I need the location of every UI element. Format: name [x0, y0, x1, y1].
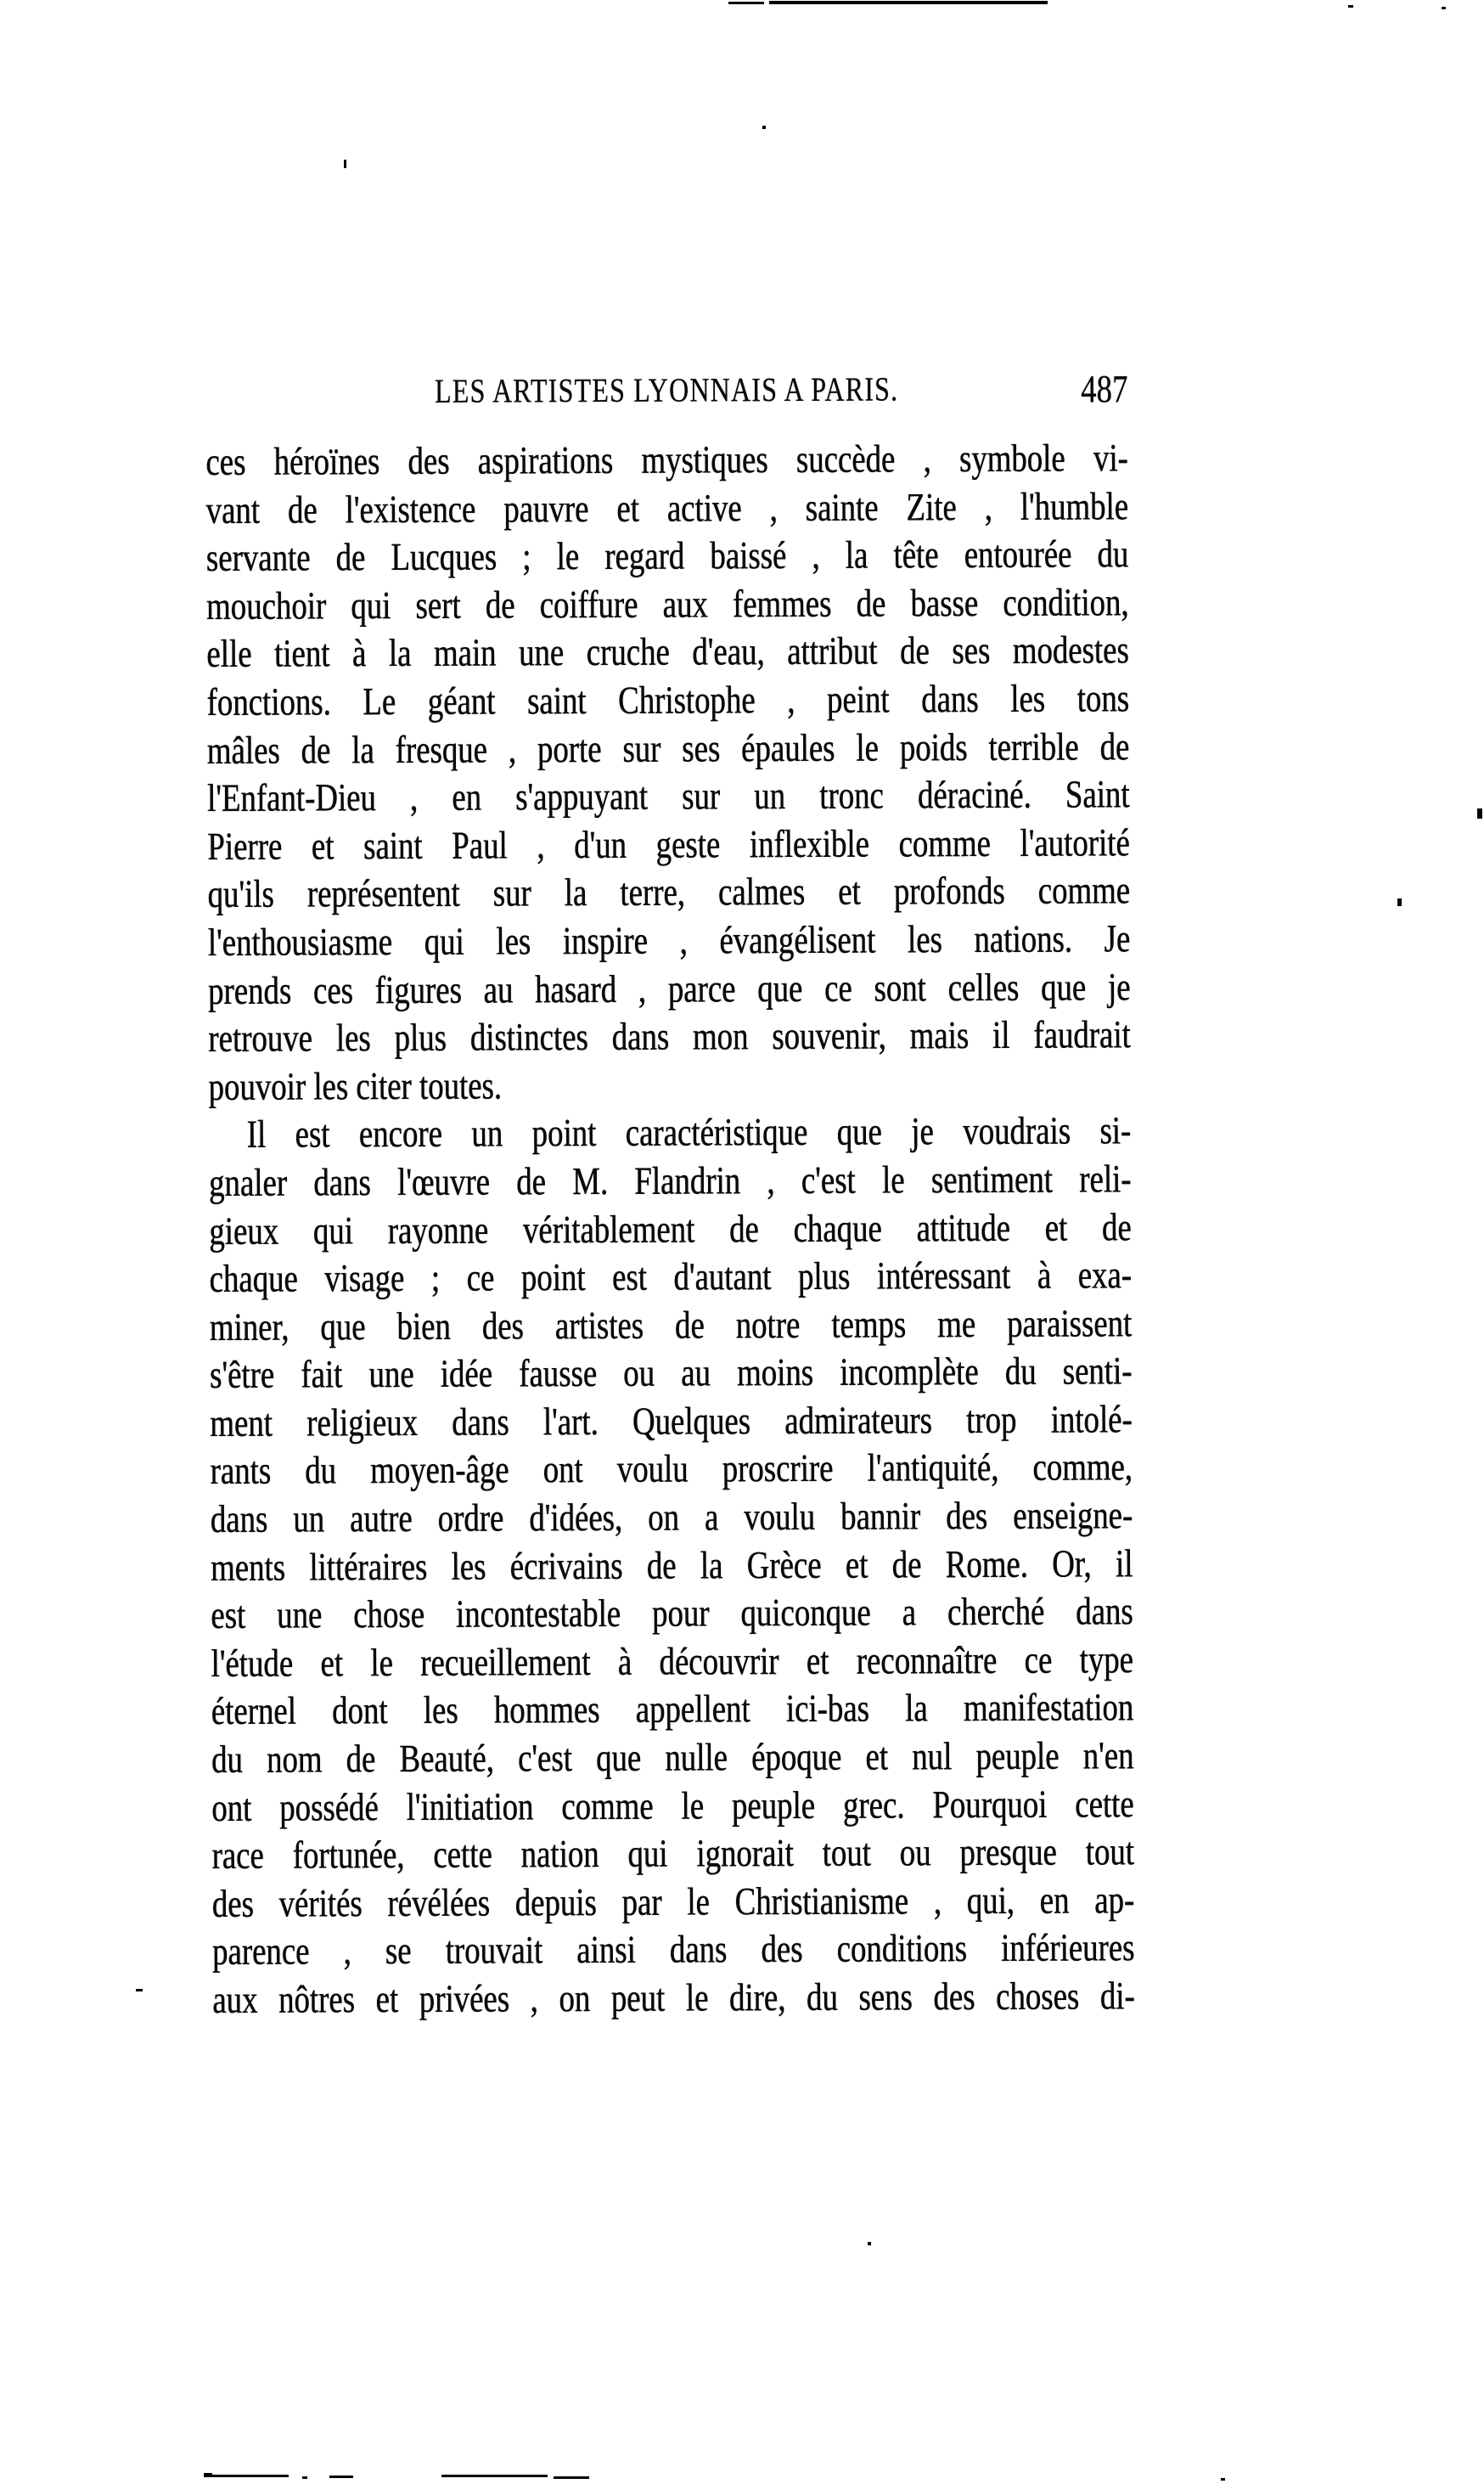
text-line: s'être fait une idée fausse ou au moins incomplète du senti-	[209, 1349, 1133, 1397]
text-line: mâles de la fresque , porte sur ses épaules le poids terrible de	[206, 724, 1130, 772]
text-line: elle tient à la main une cruche d'eau, attribut de ses modestes	[206, 628, 1129, 676]
bottom-edge-mark	[211, 2475, 289, 2477]
text-line: Pierre et saint Paul , d'un geste inflexible comme l'autorité	[207, 820, 1130, 868]
scan-speck	[868, 2242, 871, 2245]
bottom-edge-mark	[441, 2475, 548, 2477]
text-line: l'étude et le recueillement à découvrir et reconnaître ce type	[211, 1637, 1134, 1685]
bottom-edge-mark	[329, 2476, 353, 2478]
text-line: parence , se trouvait ainsi dans des conditions inférieures	[211, 1925, 1135, 1974]
text-line: pouvoir les citer toutes.	[208, 1063, 503, 1108]
text-line: Il est encore un point caractéristique que je voudrais si-	[246, 1108, 1132, 1157]
scan-speck	[1397, 898, 1402, 906]
text-line: éternel dont les hommes appellent ici-bas la manifestation	[211, 1685, 1134, 1733]
running-title: LES ARTISTES LYONNAIS A PARIS.	[434, 369, 899, 410]
text-line: ment religieux dans l'art. Quelques admirateurs trop intolé-	[210, 1397, 1133, 1445]
top-edge-line-segment	[728, 2, 764, 4]
text-line: gieux qui rayonne véritablement de chaque attitude et de	[209, 1204, 1132, 1253]
text-line: vant de l'existence pauvre et active , sainte Zite , l'humble	[205, 483, 1129, 532]
text-line: rants du moyen-âge ont voulu proscrire l'antiquité, comme,	[210, 1445, 1133, 1493]
text-line: race fortunée, cette nation qui ignorait tout ou presque tout	[211, 1829, 1135, 1878]
body-text	[205, 434, 1135, 2024]
text-line: servante de Lucques ; le regard baissé , la tête entourée du	[205, 532, 1129, 580]
text-line: gnaler dans l'œuvre de M. Flandrin , c'est le sentiment reli-	[208, 1157, 1132, 1204]
text-line: mouchoir qui sert de coiffure aux femmes de basse condition,	[206, 580, 1129, 628]
text-line: chaque visage ; ce point est d'autant plus intéressant à exa-	[209, 1253, 1133, 1301]
text-line: retrouve les plus distinctes dans mon souvenir, mais il faudrait	[208, 1012, 1131, 1061]
scan-speck	[344, 160, 346, 168]
text-line: prends ces figures au hasard , parce que ce sont celles que je	[207, 964, 1131, 1012]
top-edge-dot	[1442, 7, 1446, 9]
text-line: aux nôtres et privées , on peut le dire, du sens des choses di-	[212, 1974, 1135, 2021]
text-line: ments littéraires les écrivains de la Grèce et de Rome. Or, il	[210, 1541, 1133, 1589]
text-line: dans un autre ordre d'idées, on a voulu bannir des enseigne-	[210, 1493, 1133, 1541]
text-line: ont possédé l'initiation comme le peuple grec. Pourquoi cette	[211, 1781, 1134, 1829]
text-line: est une chose incontestable pour quiconque a cherché dans	[211, 1589, 1133, 1637]
top-edge-line-segment	[769, 1, 1048, 4]
text-line: l'enthousiasme qui les inspire , évangélisent les nations. Je	[207, 916, 1131, 964]
text-line: l'Enfant-Dieu , en s'appuyant sur un tronc déraciné. Saint	[206, 772, 1130, 820]
scan-speck	[762, 126, 766, 129]
scan-speck	[136, 1989, 143, 1991]
scan-speck	[1477, 808, 1482, 819]
bottom-edge-mark	[554, 2476, 589, 2479]
text-line: miner, que bien des artistes de notre temps me paraissent	[209, 1300, 1133, 1349]
text-line: des vérités révélées depuis par le Christianisme , qui, en ap-	[211, 1878, 1135, 1925]
top-edge-dot	[1348, 5, 1353, 8]
page-header	[205, 368, 1128, 411]
text-line: fonctions. Le géant saint Christophe , peint dans les tons	[206, 676, 1130, 724]
text-line: qu'ils représentent sur la terre, calmes et profonds comme	[207, 868, 1131, 916]
page-number: 487	[1081, 367, 1128, 411]
bottom-edge-dot	[302, 2476, 307, 2479]
text-line: du nom de Beauté, c'est que nulle époque et nul peuple n'en	[211, 1733, 1134, 1782]
bottom-edge-dot	[1221, 2478, 1225, 2481]
text-line: ces héroïnes des aspirations mystiques succède , symbole vi-	[205, 436, 1128, 483]
